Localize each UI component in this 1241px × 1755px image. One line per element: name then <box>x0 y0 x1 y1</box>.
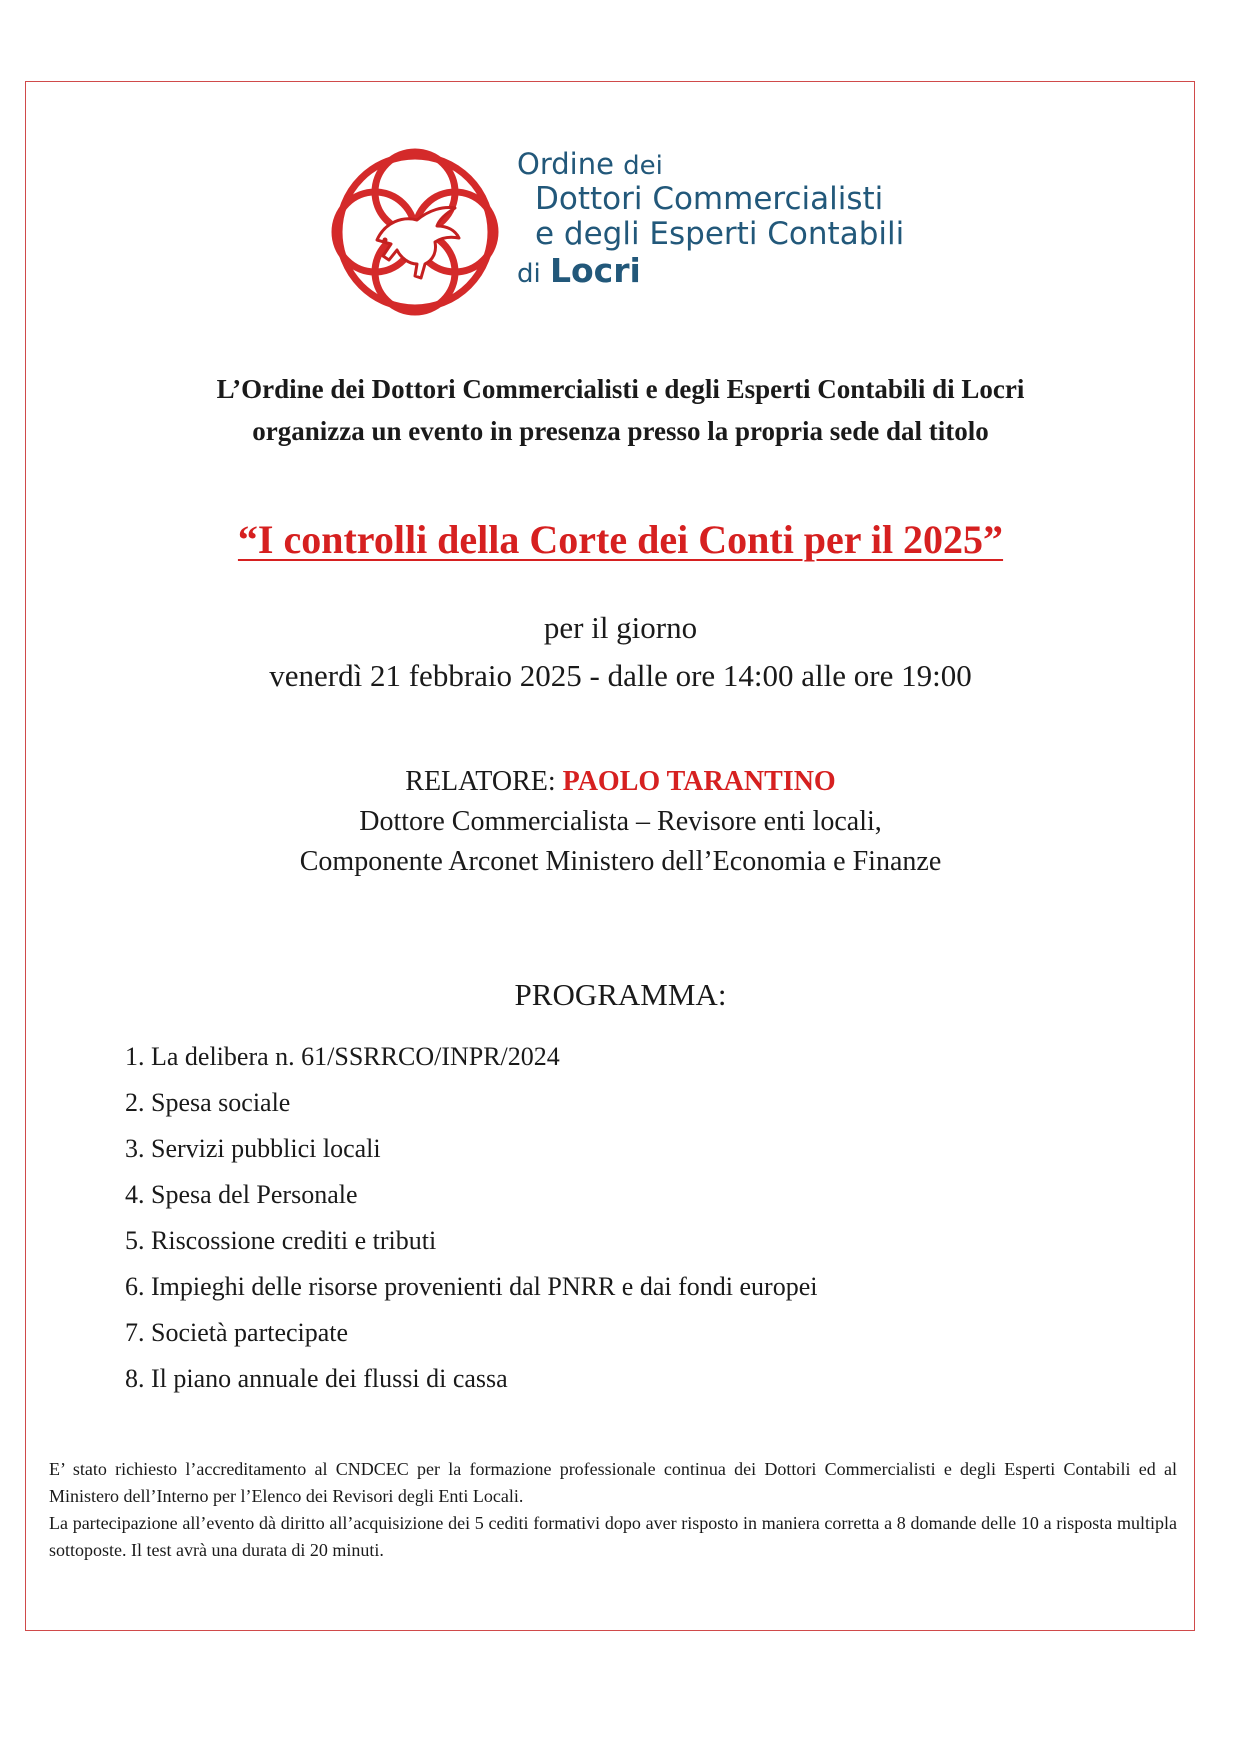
list-item: 4. Spesa del Personale <box>125 1180 358 1209</box>
list-item: 7. Società partecipate <box>125 1318 349 1347</box>
speaker-block <box>0 762 1241 882</box>
list-item: 5. Riscossione crediti e tributi <box>125 1226 437 1255</box>
list-item: 3. Servizi pubblici locali <box>125 1134 381 1163</box>
logo-dottori-commercialisti: Dottori Commercialisti <box>535 180 884 217</box>
logo-wordmark <box>517 148 904 290</box>
speaker-name: PAOLO TARANTINO <box>562 766 836 797</box>
programma-title: PROGRAMMA: <box>514 977 727 1012</box>
event-date <box>0 604 1241 700</box>
event-title-text: “I controlli della Corte dei Conti per il 2025” <box>237 517 1004 562</box>
list-item: 6. Impieghi delle risorse provenienti dal PNRR e dai fondi europei <box>125 1272 818 1301</box>
logo-dei: dei <box>623 151 663 181</box>
speaker-role-2: Componente Arconet Ministero dell’Economia e Finanze <box>299 846 942 877</box>
pegasus-seal-icon <box>325 140 505 325</box>
accreditation-note <box>49 1456 1177 1564</box>
event-title <box>0 516 1241 563</box>
list-item: 2. Spesa sociale <box>125 1088 291 1117</box>
speaker-label: RELATORE: <box>405 766 563 797</box>
intro-line-2: organizza un evento in presenza presso la propria sede dal titolo <box>252 416 989 446</box>
speaker-role-1: Dottore Commercialista – Revisore enti locali, <box>359 806 882 837</box>
logo-locri: Locri <box>549 251 641 291</box>
list-item: 8. Il piano annuale dei flussi di cassa <box>125 1364 508 1393</box>
intro-text <box>0 368 1241 452</box>
date-intro: per il giorno <box>543 610 698 645</box>
logo-esperti-contabili: e degli Esperti Contabili <box>535 215 905 252</box>
logo-ordine: Ordine <box>517 147 614 181</box>
ordine-logo <box>325 140 925 325</box>
date-time: venerdì 21 febbraio 2025 - dalle ore 14:00 alle ore 19:00 <box>269 658 972 693</box>
intro-line-1: L’Ordine dei Dottori Commercialisti e degli Esperti Contabili di Locri <box>216 374 1025 404</box>
credits-paragraph: La partecipazione all’evento dà diritto all’acquisizione dei 5 cediti formativi dopo aver risposto in maniera corretta a 8 domande delle 10 a risposta multipla sottoposte. Il test avrà una durata di 20 minuti. <box>49 1513 1177 1560</box>
programma-list <box>125 1034 817 1402</box>
accreditation-paragraph: E’ stato richiesto l’accreditamento al CNDCEC per la formazione professionale continua dei Dottori Commercialisti e degli Esperti Contabili ed al Ministero dell’Interno per l’Elenco dei Revisori degli Enti Locali. <box>49 1459 1177 1506</box>
logo-di: di <box>517 259 541 290</box>
list-item: 1. La delibera n. 61/SSRRCO/INPR/2024 <box>125 1042 560 1071</box>
